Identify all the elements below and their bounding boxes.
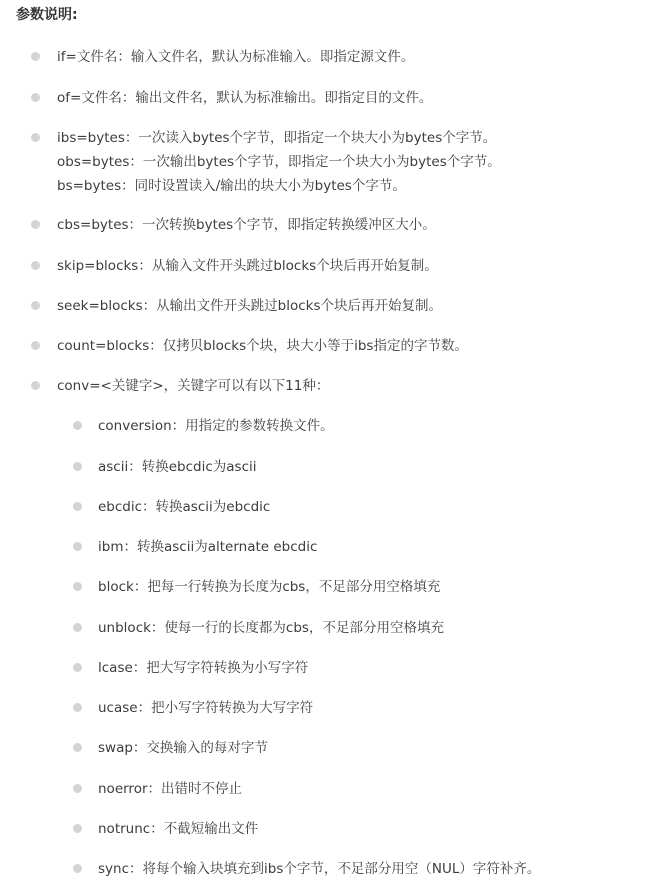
list-item-text: bs=bytes：同时设置读入/输出的块大小为bytes个字节。 — [57, 178, 406, 194]
bullet-icon — [73, 623, 82, 632]
bullet-icon — [73, 663, 82, 672]
bullet-icon — [73, 421, 82, 430]
list-item-text: ibs=bytes：一次读入bytes个字节，即指定一个块大小为bytes个字节。 — [57, 130, 497, 146]
list-item-text: if=文件名：输入文件名，默认为标准输入。即指定源文件。 — [57, 49, 415, 65]
conv-item-text: noerror：出错时不停止 — [98, 781, 242, 797]
bullet-icon — [73, 864, 82, 873]
bullet-icon — [31, 261, 40, 270]
conv-item-text: swap：交换输入的每对字节 — [98, 740, 268, 756]
conv-item-text: unblock：使每一行的长度都为cbs，不足部分用空格填充 — [98, 620, 444, 636]
conv-item-text: lcase：把大写字符转换为小写字符 — [98, 660, 309, 676]
conv-item-text: ebcdic：转换ascii为ebcdic — [98, 499, 271, 515]
list-item-text: skip=blocks：从输入文件开头跳过blocks个块后再开始复制。 — [57, 258, 438, 274]
conv-item-text: sync：将每个输入块填充到ibs个字节，不足部分用空（NUL）字符补齐。 — [98, 861, 541, 877]
bullet-icon — [73, 542, 82, 551]
bullet-icon — [31, 341, 40, 350]
bullet-icon — [73, 703, 82, 712]
list-item-text: seek=blocks：从输出文件开头跳过blocks个块后再开始复制。 — [57, 298, 442, 314]
bullet-icon — [73, 743, 82, 752]
bullet-icon — [73, 784, 82, 793]
bullet-icon — [73, 462, 82, 471]
conv-item-text: block：把每一行转换为长度为cbs，不足部分用空格填充 — [98, 579, 441, 595]
conv-item-text: ucase：把小写字符转换为大写字符 — [98, 700, 314, 716]
conv-item-text: conversion：用指定的参数转换文件。 — [98, 418, 334, 434]
bullet-icon — [31, 93, 40, 102]
list-item-text: count=blocks：仅拷贝blocks个块，块大小等于ibs指定的字节数。 — [57, 338, 468, 354]
conv-item-text: ibm：转换ascii为alternate ebcdic — [98, 539, 318, 555]
bullet-icon — [31, 381, 40, 390]
bullet-icon — [73, 582, 82, 591]
bullet-icon — [31, 220, 40, 229]
list-item-text: cbs=bytes：一次转换bytes个字节，即指定转换缓冲区大小。 — [57, 217, 436, 233]
list-item-text: of=文件名：输出文件名，默认为标准输出。即指定目的文件。 — [57, 90, 433, 106]
bullet-icon — [31, 301, 40, 310]
list-item-text: obs=bytes：一次输出bytes个字节，即指定一个块大小为bytes个字节。 — [57, 154, 501, 170]
bullet-icon — [31, 52, 40, 61]
list-item-text: conv=<关键字>，关键字可以有以下11种： — [57, 378, 330, 394]
conv-item-text: notrunc：不截短输出文件 — [98, 821, 259, 837]
bullet-icon — [73, 502, 82, 511]
conv-item-text: ascii：转换ebcdic为ascii — [98, 459, 257, 475]
bullet-icon — [73, 824, 82, 833]
section-heading: 参数说明: — [16, 7, 78, 23]
bullet-icon — [31, 133, 40, 142]
